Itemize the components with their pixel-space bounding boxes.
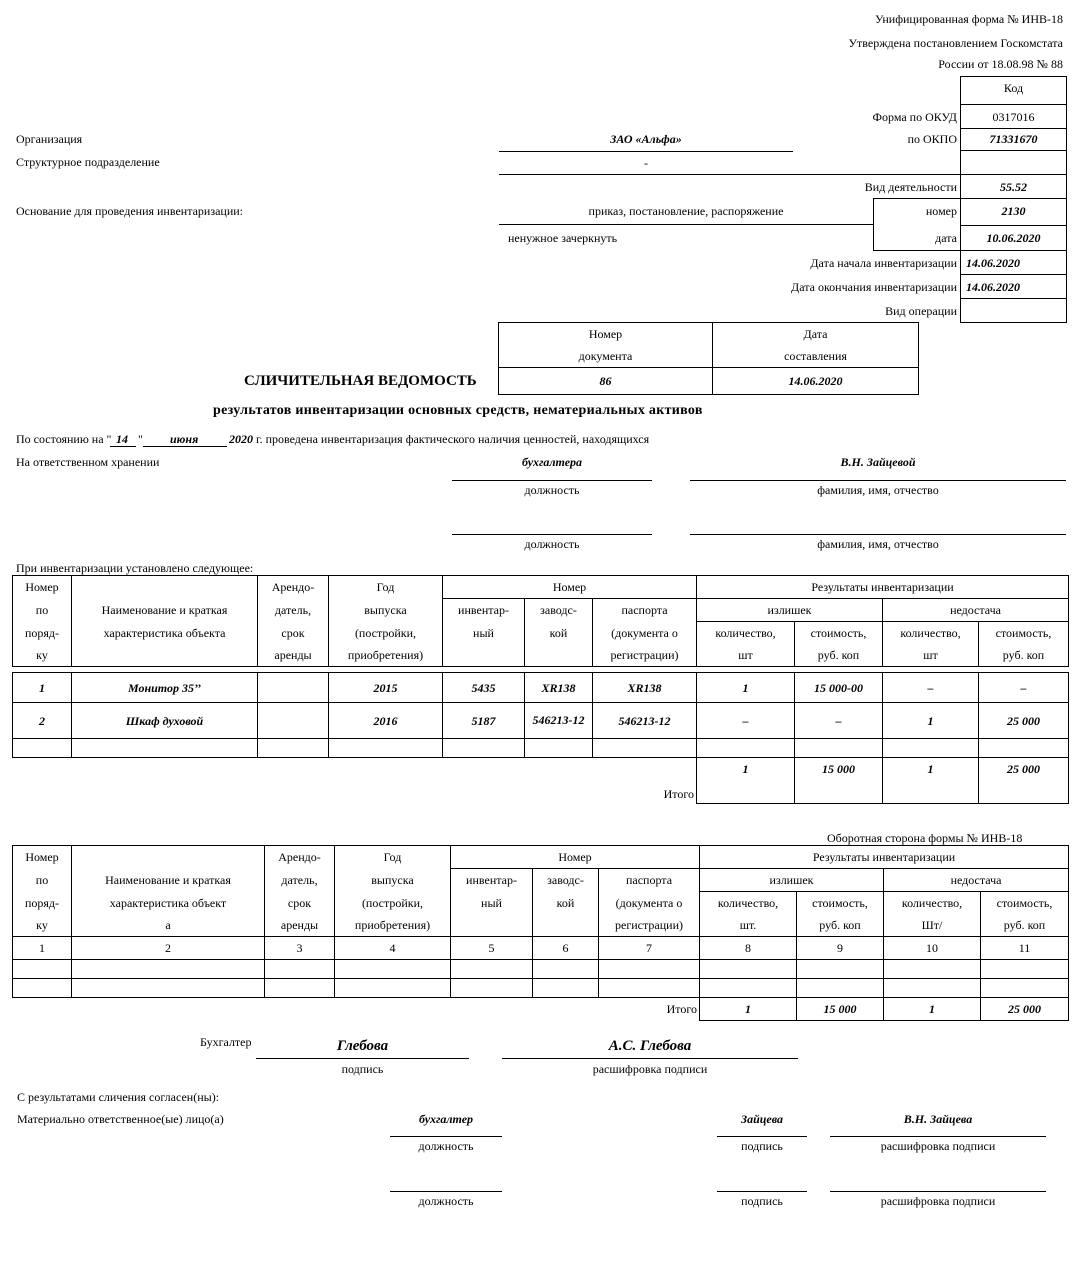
decode-hint-3: расшифровка подписи	[880, 1194, 996, 1208]
org-label: Организация	[16, 132, 83, 146]
order-date-value: 10.06.2020	[986, 231, 1041, 245]
r-h-year-3: (постройки,	[335, 892, 451, 915]
end-date-value: 14.06.2020	[966, 280, 1020, 294]
r-h-shortage-qty-2: Шт/	[884, 914, 981, 937]
h-shortage-cost-2: руб. коп	[979, 644, 1069, 667]
r-h-shortage-cost: стоимость,	[981, 892, 1069, 915]
start-date-label: Дата начала инвентаризации	[810, 256, 957, 270]
reverse-table	[12, 845, 1069, 1021]
division-value: -	[644, 156, 648, 170]
h-factory: заводс-	[525, 599, 593, 622]
h-passport: паспорта	[593, 599, 697, 622]
h-lessor-3: срок	[258, 622, 329, 645]
r-h-name-3: а	[72, 914, 265, 937]
doc-table	[498, 322, 919, 395]
h-year: Год	[329, 576, 443, 599]
r-h-factory: заводс-	[533, 869, 599, 892]
h-number: Номер	[443, 576, 697, 599]
h-lessor-4: аренды	[258, 644, 329, 667]
responsible-position: бухгалтер	[418, 1112, 474, 1126]
activity-label: Вид деятельности	[864, 180, 957, 194]
item-name: Шкаф духовой	[72, 703, 258, 739]
person-hint: фамилия, имя, отчество	[817, 483, 939, 497]
r-h-surplus-qty: количество,	[700, 892, 797, 915]
start-date-value: 14.06.2020	[966, 256, 1020, 270]
doc-num-label1: Номер	[499, 323, 713, 346]
h-inv-2: ный	[443, 622, 525, 645]
code-header: Код	[1003, 81, 1024, 95]
signature-hint: подпись	[341, 1062, 384, 1076]
r-h-inv: инвентар-	[451, 869, 533, 892]
h-year-2: выпуска	[329, 599, 443, 622]
custody-person: В.Н. Зайцевой	[840, 455, 916, 469]
h-num-3: поряд-	[13, 622, 72, 645]
h-num-2: по	[13, 599, 72, 622]
r-h-passport-2: (документа о	[599, 892, 700, 915]
h-factory-2: кой	[525, 622, 593, 645]
responsible-name: В.Н. Зайцева	[903, 1112, 973, 1126]
reverse-total-label: Итого	[13, 998, 700, 1021]
order-date-label: дата	[935, 231, 957, 245]
state-quote: "	[138, 432, 143, 446]
column-numbers-row: 1 2 3 4 5 6 7 8 9 10 11	[13, 937, 1069, 960]
h-num-4: ку	[13, 644, 72, 667]
total-shortage-cost: 25 000	[979, 758, 1069, 804]
state-day: 14	[116, 432, 128, 446]
r-h-surplus-cost: стоимость,	[797, 892, 884, 915]
custody-label: На ответственном хранении	[16, 455, 160, 469]
accountant-name: А.С. Глебова	[608, 1038, 692, 1054]
reverse-label: Оборотная сторона формы № ИНВ-18	[827, 831, 1023, 845]
table-row: 1 Монитор 35’’ 2015 5435 XR138 XR138 1 15 000-00 – –	[13, 673, 1069, 703]
r-h-number: Номер	[451, 846, 700, 869]
reverse-total-surplus-qty: 1	[700, 998, 797, 1021]
h-lessor: Арендо-	[258, 576, 329, 599]
okpo-label: по ОКПО	[907, 132, 957, 146]
total-label: Итого	[13, 758, 697, 804]
h-surplus: излишек	[697, 599, 883, 622]
r-h-surplus: излишек	[700, 869, 884, 892]
org-value: ЗАО «Альфа»	[610, 132, 682, 146]
pos-hint-3: должность	[418, 1194, 474, 1208]
doc-num-label2: документа	[499, 345, 713, 368]
item-name: Монитор 35’’	[72, 673, 258, 703]
okud-value: 0317016	[992, 110, 1035, 124]
operation-label: Вид операции	[885, 304, 957, 318]
h-num: Номер	[13, 576, 72, 599]
h-name: Наименование и краткая	[72, 599, 258, 622]
position-hint-2: должность	[524, 537, 580, 551]
reverse-total-shortage-cost: 25 000	[981, 998, 1069, 1021]
responsible-label: Материально ответственное(ые) лицо(а)	[17, 1112, 224, 1126]
doc-subtitle: результатов инвентаризации основных средств, нематериальных активов	[213, 403, 703, 418]
person-hint-2: фамилия, имя, отчество	[817, 537, 939, 551]
order-number-label: номер	[925, 204, 957, 218]
h-name-2: характеристика объекта	[72, 622, 258, 645]
r-h-shortage-cost-2: руб. коп	[981, 914, 1069, 937]
h-shortage-cost: стоимость,	[979, 622, 1069, 645]
doc-date-label1: Дата	[713, 323, 919, 346]
responsible-signature: Зайцева	[740, 1112, 784, 1126]
inventory-table	[12, 575, 1069, 804]
r-h-lessor: Арендо-	[265, 846, 335, 869]
strike-hint: ненужное зачеркнуть	[508, 231, 618, 245]
r-h-results: Результаты инвентаризации	[700, 846, 1069, 869]
r-h-inv-2: ный	[451, 892, 533, 915]
h-shortage: недостача	[883, 599, 1069, 622]
r-h-name-2: характеристика объект	[72, 892, 265, 915]
r-h-shortage-qty: количество,	[884, 892, 981, 915]
h-surplus-qty: количество,	[697, 622, 795, 645]
r-h-year-2: выпуска	[335, 869, 451, 892]
basis-hint: приказ, постановление, распоряжение	[588, 204, 784, 218]
r-h-surplus-cost-2: руб. коп	[797, 914, 884, 937]
custody-position: бухгалтера	[521, 455, 583, 469]
h-year-4: приобретения)	[329, 644, 443, 667]
total-shortage-qty: 1	[883, 758, 979, 804]
r-h-passport-3: регистрации)	[599, 914, 700, 937]
state-prefix: По состоянию на "	[16, 432, 112, 446]
agree-label: С результатами сличения согласен(ны):	[17, 1090, 220, 1104]
total-surplus-cost: 15 000	[795, 758, 883, 804]
found-label: При инвентаризации установлено следующее:	[16, 561, 254, 575]
r-h-num-2: по	[13, 869, 72, 892]
h-passport-3: регистрации)	[593, 644, 697, 667]
sign-hint-3: подпись	[741, 1194, 783, 1208]
h-passport-2: (документа о	[593, 622, 697, 645]
division-label: Структурное подразделение	[16, 155, 160, 169]
r-h-num: Номер	[13, 846, 72, 869]
h-shortage-qty: количество,	[883, 622, 979, 645]
doc-title: СЛИЧИТЕЛЬНАЯ ВЕДОМОСТЬ	[244, 373, 477, 389]
pos-hint: должность	[418, 1139, 474, 1153]
form-approval: Утверждена постановлением Госкомстата	[848, 36, 1063, 50]
table-row: 2 Шкаф духовой 2016 5187 546213-12 546213-12 – – 1 25 000	[13, 703, 1069, 739]
r-h-lessor-4: аренды	[265, 914, 335, 937]
reverse-total-shortage-qty: 1	[884, 998, 981, 1021]
h-shortage-qty-2: шт	[883, 644, 979, 667]
r-h-lessor-2: датель,	[265, 869, 335, 892]
h-lessor-2: датель,	[258, 599, 329, 622]
state-month: июня	[170, 432, 199, 446]
activity-value: 55.52	[1000, 180, 1027, 194]
reverse-total-surplus-cost: 15 000	[797, 998, 884, 1021]
order-number-value: 2130	[1001, 204, 1026, 218]
total-surplus-qty: 1	[697, 758, 795, 804]
accountant-signature: Глебова	[336, 1038, 389, 1054]
r-h-num-3: поряд-	[13, 892, 72, 915]
h-inv: инвентар-	[443, 599, 525, 622]
r-h-year-4: приобретения)	[335, 914, 451, 937]
sign-hint-2: подпись	[741, 1139, 783, 1153]
position-hint: должность	[524, 483, 580, 497]
h-surplus-cost-2: руб. коп	[795, 644, 883, 667]
okpo-value: 71331670	[989, 132, 1038, 146]
okud-label: Форма по ОКУД	[872, 110, 957, 124]
r-h-year: Год	[335, 846, 451, 869]
accountant-label: Бухгалтер	[200, 1035, 252, 1049]
r-h-name: Наименование и краткая	[72, 869, 265, 892]
r-h-surplus-qty-2: шт.	[700, 914, 797, 937]
r-h-lessor-3: срок	[265, 892, 335, 915]
h-results: Результаты инвентаризации	[697, 576, 1069, 599]
state-suffix: г. проведена инвентаризация фактического наличия ценностей, находящихся	[256, 432, 650, 446]
decode-hint: расшифровка подписи	[592, 1062, 708, 1076]
form-name: Унифицированная форма № ИНВ-18	[874, 12, 1063, 26]
state-year: 2020	[229, 432, 253, 446]
r-h-shortage: недостача	[884, 869, 1069, 892]
doc-date-label2: составления	[713, 345, 919, 368]
h-year-3: (постройки,	[329, 622, 443, 645]
end-date-label: Дата окончания инвентаризации	[791, 280, 957, 294]
r-h-factory-2: кой	[533, 892, 599, 915]
basis-label: Основание для проведения инвентаризации:	[16, 204, 244, 218]
h-surplus-cost: стоимость,	[795, 622, 883, 645]
h-surplus-qty-2: шт	[697, 644, 795, 667]
r-h-passport: паспорта	[599, 869, 700, 892]
doc-date-value: 14.06.2020	[713, 368, 919, 395]
form-approval-date: России от 18.08.98 № 88	[938, 57, 1063, 71]
decode-hint-2: расшифровка подписи	[880, 1139, 996, 1153]
r-h-num-4: ку	[13, 914, 72, 937]
doc-num-value: 86	[499, 368, 713, 395]
